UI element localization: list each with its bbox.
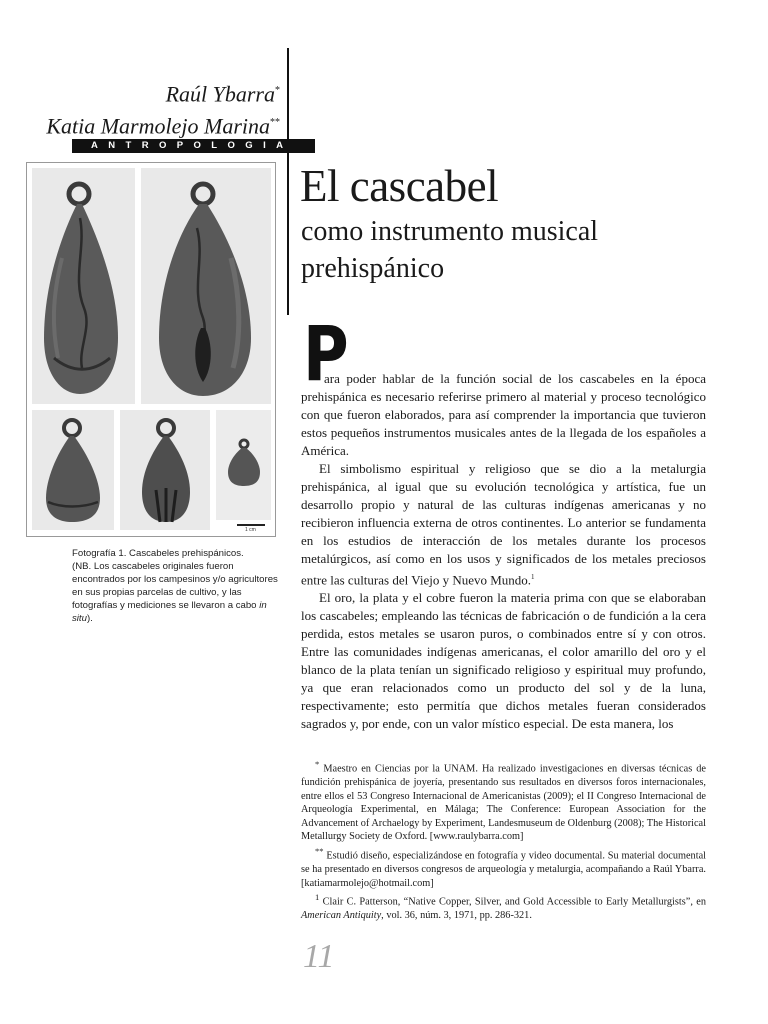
- bell-photo: [141, 168, 271, 404]
- article-body: [301, 370, 706, 733]
- drop-cap: P: [303, 309, 349, 398]
- figure-photograph: [26, 162, 276, 537]
- page-number: 11: [303, 938, 335, 975]
- caption-title: Fotografía 1. Cascabeles prehispánicos.: [72, 548, 244, 559]
- paragraph: El oro, la plata y el cobre fueron la materia prima con que se elaboraban los cascabeles; empleando las técnicas de fabricación o de fundición a la cera perdida, estos metales se usaron puros, o combinados entre sí y con otros. Entre las comunidades indígenas americanas, el color amarillo del oro y el blanco de la plata tenían un significado religioso y espiritual muy profundo, ya que eran relacionados como un producto del sol y de la luna, respectivamente; esto permitía que dichos metales fueran considerados sagrados y, por ende, con un valor místico especial. De esta manera, los: [301, 590, 706, 732]
- article-title: El cascabel: [300, 161, 499, 211]
- authors-block: [46, 76, 280, 141]
- footnote: $^1$ Clair C. Patterson, “Native Copper, Silver, and Gold Accessible to Early Metallurgists”, en American Antiquity, vol. 36, núm. 3, 1971, pp. 286-321.: [301, 892, 707, 922]
- footnote: ** Estudió diseño, especializándose en fotografía y video documental. Su material documental se ha presentado en diversos congresos de arqueología y metalurgia, acompañando a Raúl Ybarra. [katiamarmolejo@hotmail.com]: [301, 845, 706, 889]
- paragraph: ara poder hablar de la función social de los cascabeles en la época prehispánica es necesario referirse primero al material y proceso tecnológico con que fueron elaborados, para así comprender la importancia que tuvieron estos pequeños instrumentos musicales antes de la llegada de los españoles a América.: [301, 371, 706, 458]
- scale-label: 1 cm: [245, 527, 256, 533]
- caption-note: (NB. Los cascabeles originales fueron encontrados por los campesinos y/o agricultores en sus propias parcelas de cultivo, y las fotografías y mediciones se llevaron a cabo in situ).: [72, 561, 278, 624]
- paragraph: El simbolismo espiritual y religioso que se dio a la metalurgia prehispánica, al igual que su evolución tecnológica y artística, fue un desarrollo propio y natural de las culturas indígenas americanas y no recibieron influencia externa de otros continentes. Lo anterior se fundamenta en los estudios de interacción de los metales durante los procesos metalúrgicos, así como en los usos y significados de los metales preciosos entre las culturas del Viejo y Nuevo Mundo.$^1$: [301, 461, 706, 588]
- bell-photo: [32, 410, 114, 530]
- footnote: * Maestro en Ciencias por la UNAM. Ha realizado investigaciones en diversas técnicas de fundición prehispánica de joyería, presentando sus resultados en diversos foros internacionales, entre ellos el 53 Congreso Internacional de Americanistas (2009); el II Congreso Internacional de Arqueología Experimental, en Málaga; The Conference: European Association for the Advancement of Archaelogy by Experiment, Landesmuseum de Oldenburg (2008); The Historical Metallurgy Society de Oxford. [www.raulybarra.com]: [301, 759, 707, 843]
- author-name: Katia Marmolejo Marina**: [46, 113, 280, 139]
- bell-photo: [216, 410, 271, 520]
- footnotes: [301, 758, 706, 924]
- vertical-rule: [287, 48, 289, 315]
- article-subtitle: como instrumento musical prehispánico: [301, 216, 599, 284]
- figure-caption: [72, 547, 282, 625]
- bell-photo: [32, 168, 135, 404]
- section-label: ANTROPOLOGIA: [72, 139, 315, 153]
- bell-photo: [120, 410, 210, 530]
- author-name: Raúl Ybarra*: [165, 81, 280, 107]
- scale-bar: [237, 524, 265, 526]
